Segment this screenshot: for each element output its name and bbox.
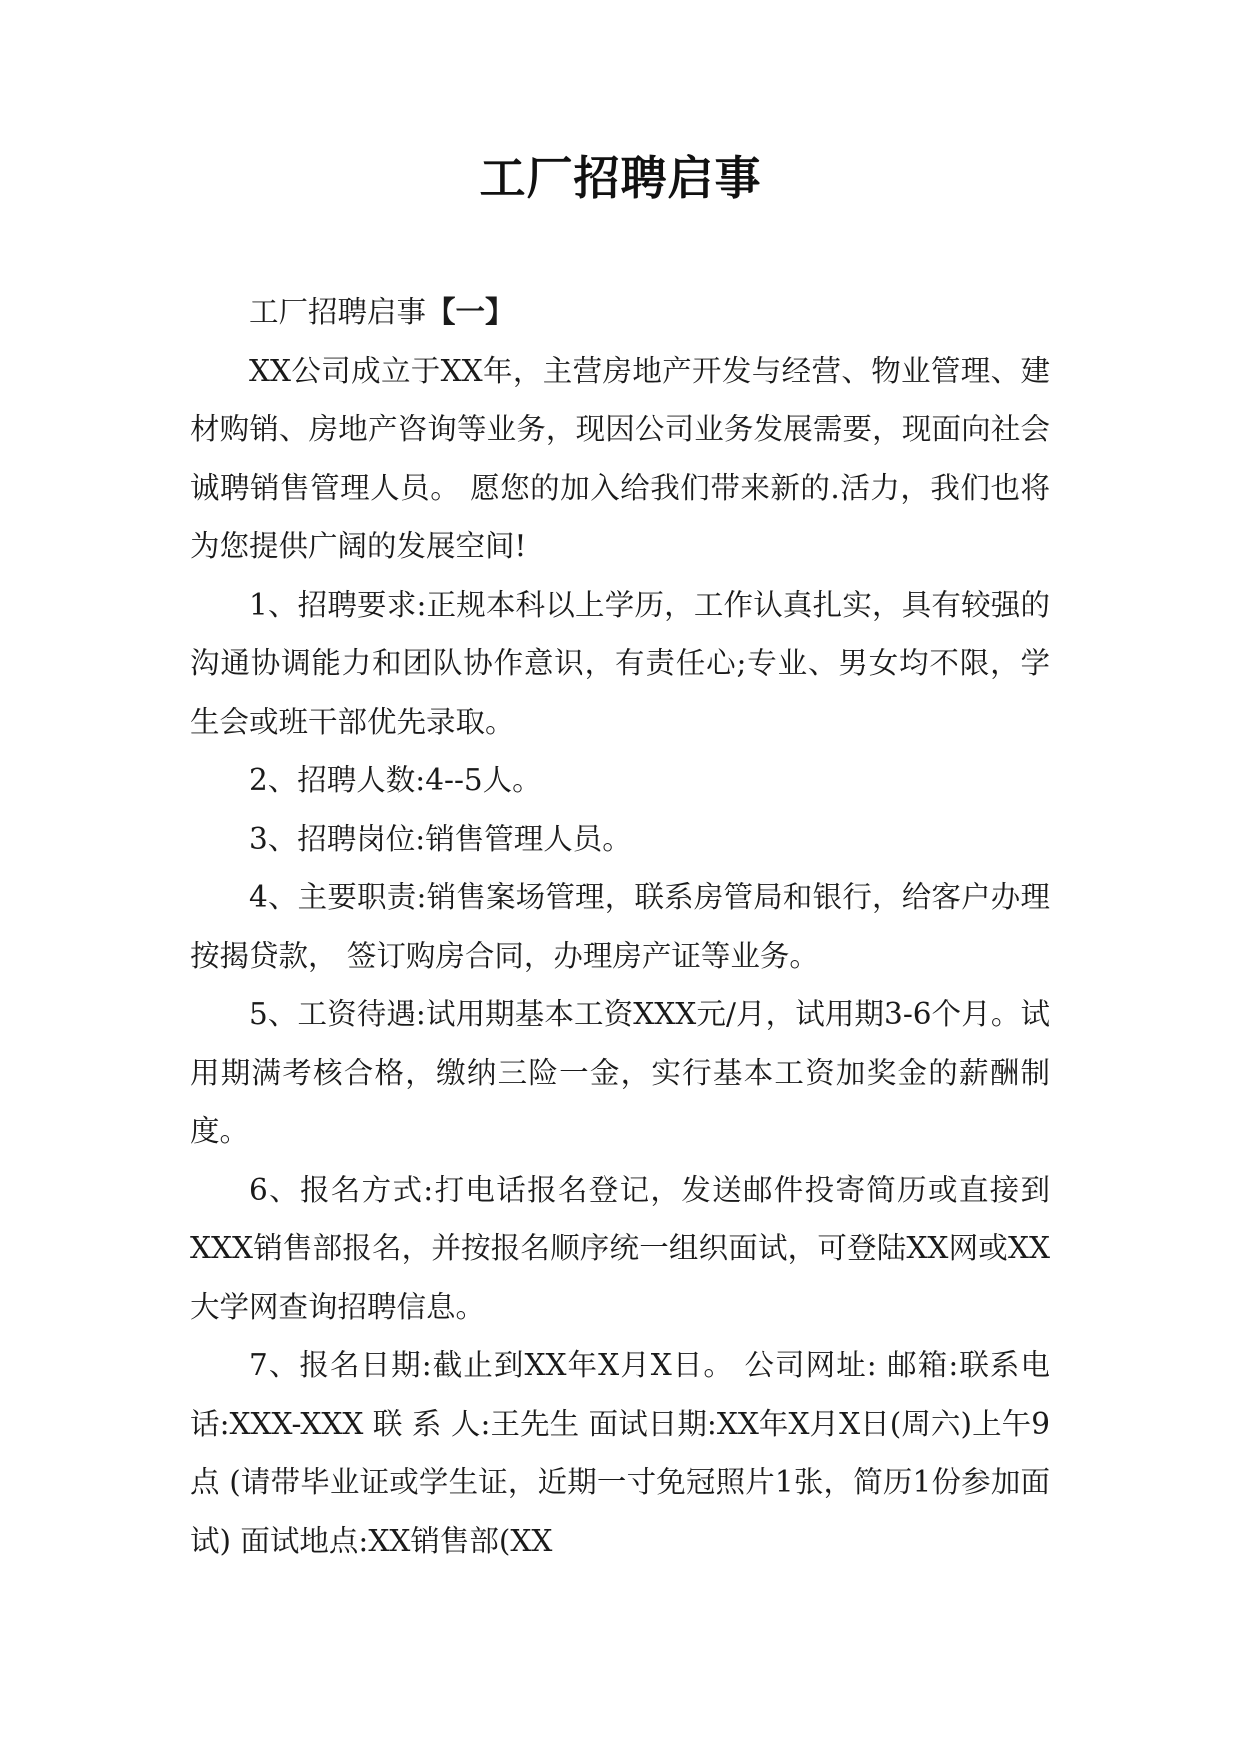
duties-paragraph: 4、主要职责:销售案场管理，联系房管局和银行，给客户办理按揭贷款， 签订购房合同，办理房产证等业务。 bbox=[190, 880, 1050, 973]
application-method-paragraph: 6、报名方式:打电话报名登记，发送邮件投寄简历或直接到XXX销售部报名，并按报名顺序统一组织面试，可登陆XX网或XX大学网查询招聘信息。 bbox=[190, 1172, 1050, 1324]
headcount-paragraph: 2、招聘人数:4--5人。 bbox=[249, 763, 542, 797]
position-paragraph: 3、招聘岗位:销售管理人员。 bbox=[249, 821, 632, 856]
section-heading-text: 工厂招聘启事 bbox=[249, 295, 427, 329]
application-date-paragraph: 7、报名日期:截止到XX年X月X日。 公司网址: 邮箱:联系电话:XXX-XXX 联 系 人:王先生 面试日期:XX年X月X日(周六)上午9点 (请带毕业证或学生证，近期一寸免冠照片1张，简历1份参加面试) 面试地点:XX销售部(XX bbox=[190, 1348, 1050, 1558]
section-heading bbox=[190, 283, 1050, 342]
salary-paragraph: 5、工资待遇:试用期基本工资XXX元/月，试用期3-6个月。试用期满考核合格，缴纳三险一金，实行基本工资加奖金的薪酬制度。 bbox=[190, 997, 1050, 1148]
intro-paragraph: XX公司成立于XX年，主营房地产开发与经营、物业管理、建材购销、房地产咨询等业务，现因公司业务发展需要，现面向社会诚聘销售管理人员。 愿您的加入给我们带来新的.活力，我们也将为您提供广阔的发展空间! bbox=[190, 353, 1050, 563]
section-heading-number: 【一】 bbox=[426, 295, 515, 329]
requirements-paragraph: 1、招聘要求:正规本科以上学历，工作认真扎实，具有较强的沟通协调能力和团队协作意识，有责任心;专业、男女均不限，学生会或班干部优先录取。 bbox=[190, 587, 1050, 739]
document-title: 工厂招聘启事 bbox=[479, 151, 762, 205]
document-body bbox=[190, 283, 1050, 1570]
